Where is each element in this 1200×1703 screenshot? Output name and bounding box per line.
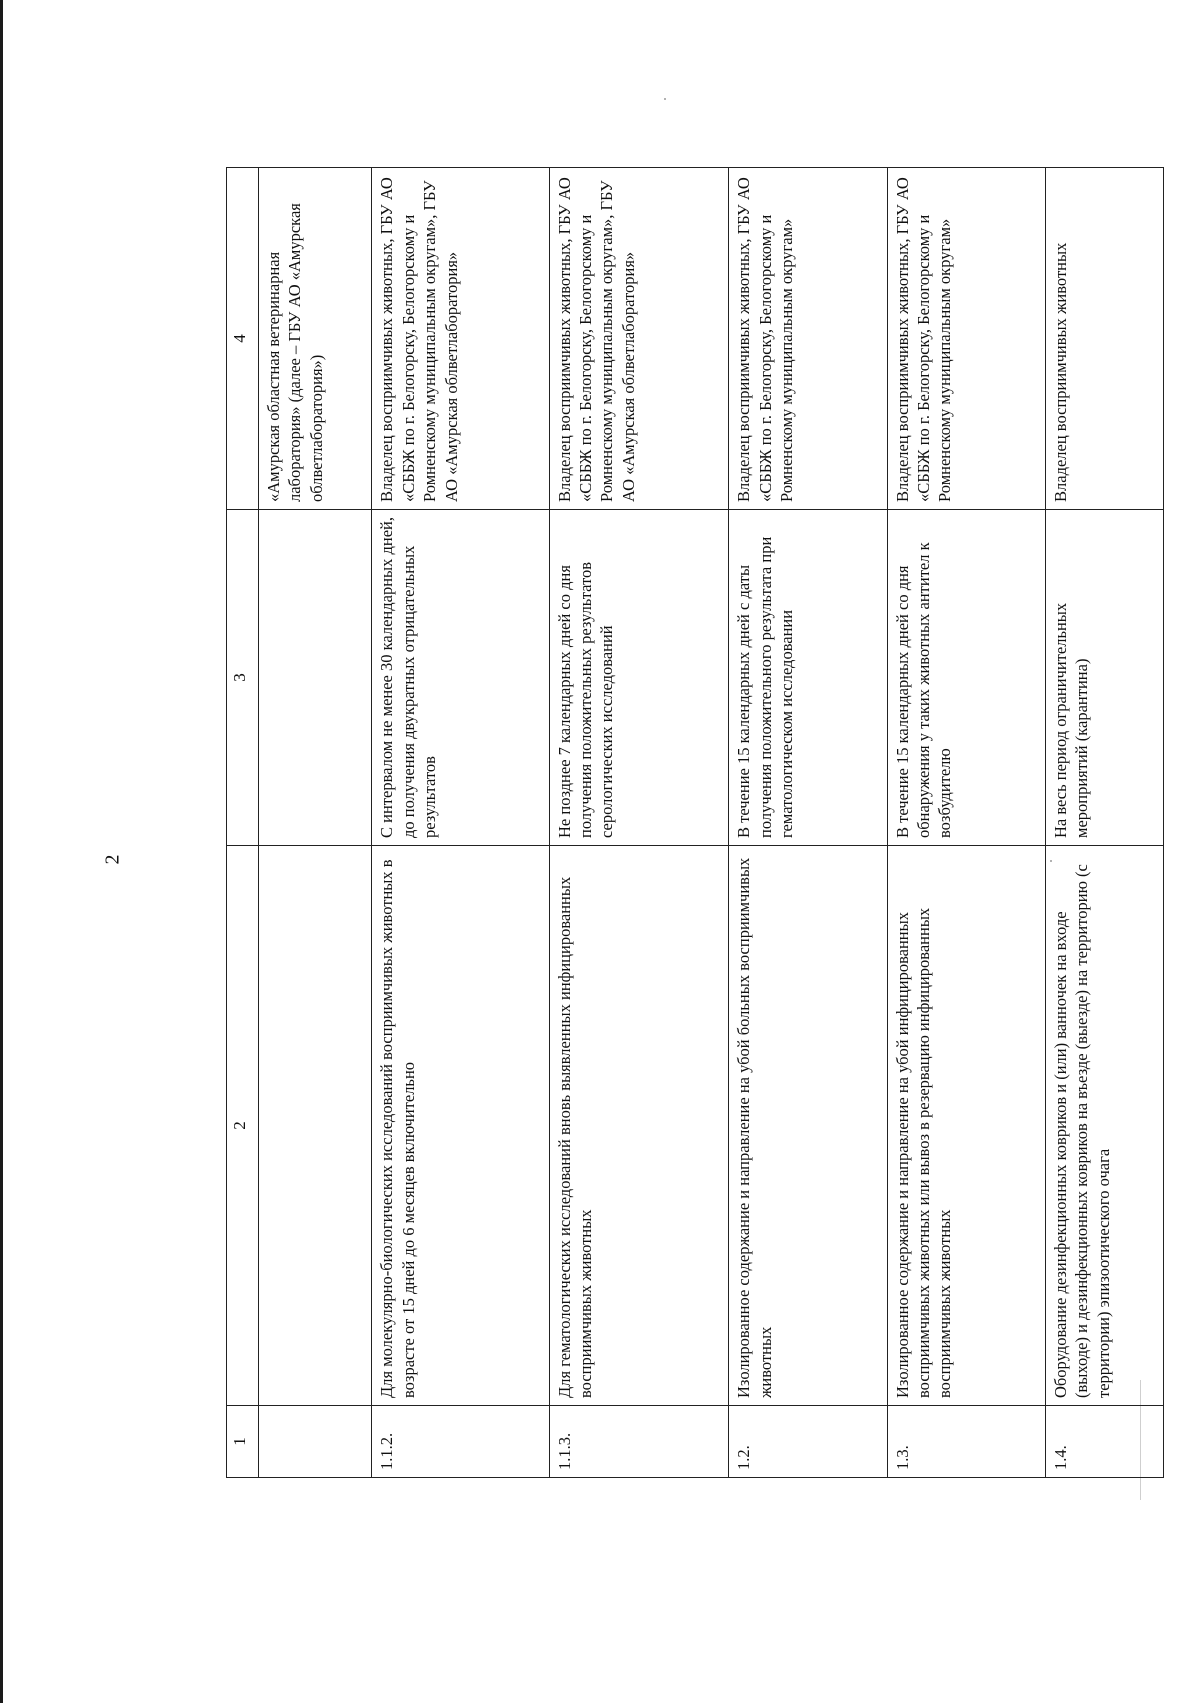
table-row bbox=[372, 168, 549, 1478]
row-number: 1.2. bbox=[729, 1406, 887, 1478]
measure-cell bbox=[259, 846, 372, 1406]
measure-cell: Для молекулярно-биологических исследований восприимчивых животных в возрасте от 15 дней до 6 месяцев включительно bbox=[372, 846, 549, 1406]
table-row bbox=[729, 168, 887, 1478]
column-header: 1 bbox=[227, 1406, 259, 1478]
table-row bbox=[1045, 168, 1163, 1478]
table-header-row bbox=[227, 168, 259, 1478]
responsible-cell: Владелец восприимчивых животных, ГБУ АО «СББЖ по г. Белогорску, Белогорскому и Ромненскому муниципальным округам» bbox=[887, 168, 1045, 510]
measure-cell: Оборудование дезинфекционных ковриков и (или) ванночек на входе (выходе) и дезинфекционных ковриков на въезде (выезде) на территорию (с территории) эпизоотического очага bbox=[1045, 846, 1163, 1406]
term-cell bbox=[259, 510, 372, 846]
responsible-cell: Владелец восприимчивых животных, ГБУ АО «СББЖ по г. Белогорску, Белогорскому и Ромненскому муниципальным округам», ГБУ АО «Амурская облветлаборатория» bbox=[372, 168, 549, 510]
row-number bbox=[259, 1406, 372, 1478]
measures-table bbox=[226, 167, 1164, 1478]
measure-cell: Для гематологических исследований вновь выявленных инфицированных восприимчивых животных bbox=[549, 846, 729, 1406]
term-cell: С интервалом не менее 30 календарных дней, до получения двукратных отрицательных результатов bbox=[372, 510, 549, 846]
column-header: 3 bbox=[227, 510, 259, 846]
row-number: 1.1.2. bbox=[372, 1406, 549, 1478]
measure-cell: Изолированное содержание и направление на убой инфицированных восприимчивых животных или вывоз в резервацию инфицированных восприимчивых животных bbox=[887, 846, 1045, 1406]
term-cell: На весь период ограничительных мероприятий (карантина) bbox=[1045, 510, 1163, 846]
table-row bbox=[887, 168, 1045, 1478]
responsible-cell: «Амурская областная ветеринарная лаборатория» (далее – ГБУ АО «Амурская облветлаборатория») bbox=[259, 168, 372, 510]
scan-dot bbox=[664, 98, 666, 100]
table-container bbox=[226, 168, 1164, 1478]
column-header: 4 bbox=[227, 168, 259, 510]
term-cell: Не позднее 7 календарных дней со дня получения положительных результатов серологических исследований bbox=[549, 510, 729, 846]
responsible-cell: Владелец восприимчивых животных, ГБУ АО «СББЖ по г. Белогорску, Белогорскому и Ромненскому муниципальным округам» bbox=[729, 168, 887, 510]
scan-left-edge bbox=[0, 0, 3, 1703]
column-header: 2 bbox=[227, 846, 259, 1406]
row-number: 1.3. bbox=[887, 1406, 1045, 1478]
page-number: 2 bbox=[101, 854, 124, 865]
term-cell: В течение 15 календарных дней с даты получения положительного результата при гематологическом исследовании bbox=[729, 510, 887, 846]
table-row bbox=[259, 168, 372, 1478]
responsible-cell: Владелец восприимчивых животных, ГБУ АО «СББЖ по г. Белогорску, Белогорскому и Ромненскому муниципальным округам», ГБУ АО «Амурская облветлаборатория» bbox=[549, 168, 729, 510]
table-row bbox=[549, 168, 729, 1478]
row-number: 1.4. bbox=[1045, 1406, 1163, 1478]
responsible-cell: Владелец восприимчивых животных bbox=[1045, 168, 1163, 510]
term-cell: В течение 15 календарных дней со дня обнаружения у таких животных антител к возбудителю bbox=[887, 510, 1045, 846]
measure-cell: Изолированное содержание и направление на убой больных восприимчивых животных bbox=[729, 846, 887, 1406]
row-number: 1.1.3. bbox=[549, 1406, 729, 1478]
